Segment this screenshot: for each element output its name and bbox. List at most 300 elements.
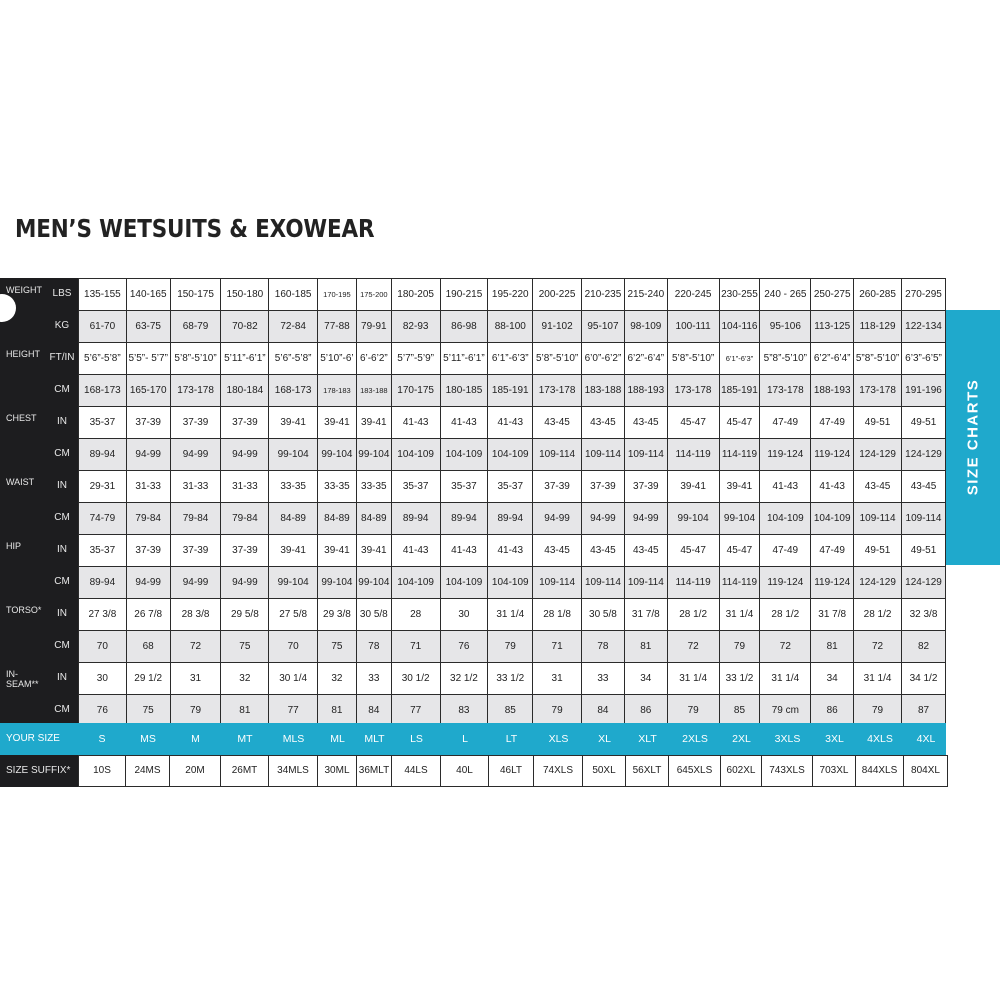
table-cell: 89-94 <box>79 439 127 471</box>
table-cell: 43-45 <box>533 407 582 439</box>
table-cell: 31 7/8 <box>811 599 854 631</box>
table-row <box>79 279 946 311</box>
table-cell: 109-114 <box>533 567 582 599</box>
table-cell: 63-75 <box>126 311 170 343</box>
table-cell: 27 5/8 <box>269 599 318 631</box>
unit-label: LBS <box>52 288 72 299</box>
table-row <box>79 375 946 407</box>
table-cell: 37-39 <box>624 471 667 503</box>
table-cell: 100-111 <box>667 311 719 343</box>
unit-label: IN <box>57 672 67 683</box>
table-cell: 124-129 <box>854 567 902 599</box>
group-label <box>6 541 21 551</box>
your-size-label: YOUR SIZE <box>6 733 60 744</box>
table-row <box>79 407 946 439</box>
your-size-cell: 2XLS <box>682 733 708 745</box>
page-title: MEN’S WETSUITS & EXOWEAR <box>15 214 375 243</box>
your-size-cell: MLS <box>282 733 305 745</box>
table-cell: 47-49 <box>811 535 854 567</box>
unit-label: IN <box>57 544 67 555</box>
unit-label: FT/IN <box>49 352 75 363</box>
table-cell: 114-119 <box>667 439 719 471</box>
table-cell: 31 <box>170 663 221 695</box>
unit-label: IN <box>57 608 67 619</box>
table-cell: 94-99 <box>170 567 221 599</box>
table-cell: 94-99 <box>221 439 269 471</box>
table-cell: 109-114 <box>533 439 582 471</box>
your-size-cell: M <box>191 733 200 745</box>
size-suffix-cell: 46LT <box>489 755 534 787</box>
table-cell: 170-175 <box>391 375 440 407</box>
table-cell: 33-35 <box>318 471 357 503</box>
table-cell: 29-31 <box>79 471 127 503</box>
table-cell: 72 <box>170 631 221 663</box>
table-cell: 68 <box>126 631 170 663</box>
table-cell: 260-285 <box>854 279 902 311</box>
table-cell: 85 <box>488 695 533 727</box>
size-suffix-cell: 44LS <box>392 755 441 787</box>
table-cell: 86 <box>811 695 854 727</box>
table-cell: 39-41 <box>318 407 357 439</box>
unit-label: CM <box>54 448 70 459</box>
group-label-text: CHEST <box>6 413 37 423</box>
your-size-cell: L <box>462 733 468 745</box>
table-cell: 75 <box>221 631 269 663</box>
table-cell: 78 <box>582 631 625 663</box>
table-cell: 88-100 <box>488 311 533 343</box>
table-cell: 37-39 <box>170 407 221 439</box>
table-cell: 49-51 <box>902 407 946 439</box>
table-cell: 183-188 <box>582 375 625 407</box>
table-cell: 114-119 <box>719 567 760 599</box>
table-cell: 180-184 <box>221 375 269 407</box>
table-cell: 81 <box>811 631 854 663</box>
table-cell: 41-43 <box>488 535 533 567</box>
table-cell: 81 <box>221 695 269 727</box>
table-cell: 79 <box>667 695 719 727</box>
table-cell: 72 <box>854 631 902 663</box>
table-cell: 109-114 <box>902 503 946 535</box>
table-row <box>79 439 946 471</box>
table-row <box>79 471 946 503</box>
size-suffix-cell: 56XLT <box>626 755 669 787</box>
size-suffix-cell: 10S <box>78 755 126 787</box>
unit-label: CM <box>54 512 70 523</box>
size-charts-tab <box>946 310 1000 565</box>
table-cell: 29 1/2 <box>126 663 170 695</box>
table-cell: 32 3/8 <box>902 599 946 631</box>
table-cell: 39-41 <box>356 535 391 567</box>
table-cell: 28 3/8 <box>170 599 221 631</box>
table-cell: 72-84 <box>269 311 318 343</box>
table-cell: 113-125 <box>811 311 854 343</box>
table-cell: 29 5/8 <box>221 599 269 631</box>
table-cell: 30 <box>440 599 488 631</box>
your-size-cell: XLS <box>548 733 569 745</box>
size-suffix-cell: 804XL <box>904 755 948 787</box>
unit-label: IN <box>57 416 67 427</box>
table-cell: 27 3/8 <box>79 599 127 631</box>
table-cell: 94-99 <box>624 503 667 535</box>
table-cell: 33 <box>582 663 625 695</box>
table-cell: 45-47 <box>719 407 760 439</box>
group-label-text: TORSO* <box>6 605 42 615</box>
table-cell: 28 1/8 <box>533 599 582 631</box>
table-cell: 31 1/4 <box>488 599 533 631</box>
table-cell: 30 1/2 <box>391 663 440 695</box>
table-cell: 79 <box>854 695 902 727</box>
table-cell: 94-99 <box>126 439 170 471</box>
table-cell: 31 1/4 <box>854 663 902 695</box>
table-cell: 270-295 <box>902 279 946 311</box>
table-cell: 43-45 <box>582 535 625 567</box>
table-cell: 124-129 <box>854 439 902 471</box>
table-cell: 39-41 <box>269 535 318 567</box>
unit-label: CM <box>54 640 70 651</box>
table-cell: 94-99 <box>126 567 170 599</box>
group-label-text: WAIST <box>6 477 35 487</box>
table-cell: 124-129 <box>902 439 946 471</box>
your-size-cell: 3XLS <box>774 733 801 745</box>
table-cell: 99-104 <box>269 439 318 471</box>
table-row <box>79 631 946 663</box>
table-cell: 77-88 <box>318 311 357 343</box>
table-cell: 32 <box>221 663 269 695</box>
table-cell: 170-195 <box>318 279 357 311</box>
table-cell: 84-89 <box>318 503 357 535</box>
table-cell: 41-43 <box>440 535 488 567</box>
table-cell: 104-109 <box>760 503 811 535</box>
table-cell: 31 1/4 <box>760 663 811 695</box>
table-cell: 200-225 <box>533 279 582 311</box>
group-label <box>6 605 41 615</box>
table-cell: 30 1/4 <box>269 663 318 695</box>
table-cell: 5’8”-5’10” <box>533 343 582 375</box>
table-cell: 31 1/4 <box>667 663 719 695</box>
table-cell: 95-107 <box>582 311 625 343</box>
table-cell: 5’6”-5’8” <box>79 343 127 375</box>
unit-label: CM <box>54 704 70 715</box>
group-label <box>6 669 39 689</box>
group-label-text-2: SEAM** <box>6 679 39 689</box>
table-cell: 33-35 <box>356 471 391 503</box>
your-size-row <box>0 723 946 755</box>
table-cell: 119-124 <box>760 439 811 471</box>
table-cell: 230-255 <box>719 279 760 311</box>
table-row <box>79 343 946 375</box>
size-suffix-cell: 24MS <box>126 755 170 787</box>
table-cell: 85 <box>719 695 760 727</box>
table-cell: 34 <box>624 663 667 695</box>
table-cell: 39-41 <box>318 535 357 567</box>
your-size-cell: 4XL <box>916 733 936 745</box>
table-cell: 74-79 <box>79 503 127 535</box>
table-cell: 160-185 <box>269 279 318 311</box>
table-cell: 5’7”-5’9” <box>391 343 440 375</box>
table-cell: 43-45 <box>624 535 667 567</box>
table-cell: 104-109 <box>391 567 440 599</box>
size-suffix-cell: 743XLS <box>762 755 813 787</box>
unit-label: IN <box>57 480 67 491</box>
table-cell: 195-220 <box>488 279 533 311</box>
table-cell: 33 <box>356 663 391 695</box>
table-cell: 6’1”-6’3” <box>719 343 760 375</box>
table-cell: 150-180 <box>221 279 269 311</box>
table-cell: 84-89 <box>356 503 391 535</box>
group-label-text: WEIGHT <box>6 285 42 295</box>
table-cell: 104-109 <box>811 503 854 535</box>
table-cell: 91-102 <box>533 311 582 343</box>
unit-label: CM <box>54 576 70 587</box>
table-cell: 76 <box>440 631 488 663</box>
table-cell: 34 1/2 <box>902 663 946 695</box>
table-cell: 35-37 <box>79 407 127 439</box>
size-charts-tab-label: SIZE CHARTS <box>964 378 982 496</box>
size-suffix-label: SIZE SUFFIX* <box>6 765 71 776</box>
table-cell: 104-109 <box>391 439 440 471</box>
table-cell: 70 <box>79 631 127 663</box>
table-cell: 77 <box>269 695 318 727</box>
table-cell: 41-43 <box>760 471 811 503</box>
size-suffix-label-box <box>0 755 78 787</box>
table-cell: 178-183 <box>318 375 357 407</box>
size-suffix-cell: 602XL <box>721 755 762 787</box>
table-cell: 30 <box>79 663 127 695</box>
table-cell: 47-49 <box>811 407 854 439</box>
table-cell: 173-178 <box>760 375 811 407</box>
table-cell: 168-173 <box>269 375 318 407</box>
table-cell: 188-193 <box>624 375 667 407</box>
table-cell: 39-41 <box>719 471 760 503</box>
table-cell: 35-37 <box>79 535 127 567</box>
table-cell: 99-104 <box>356 439 391 471</box>
table-cell: 61-70 <box>79 311 127 343</box>
table-cell: 6’-6’2” <box>356 343 391 375</box>
table-cell: 119-124 <box>811 439 854 471</box>
table-cell: 33 1/2 <box>719 663 760 695</box>
table-row <box>79 567 946 599</box>
table-cell: 37-39 <box>221 535 269 567</box>
size-suffix-row <box>0 755 946 787</box>
table-cell: 173-178 <box>170 375 221 407</box>
table-cell: 35-37 <box>440 471 488 503</box>
table-cell: 37-39 <box>582 471 625 503</box>
table-cell: 5’11”-6’1” <box>440 343 488 375</box>
table-cell: 94-99 <box>170 439 221 471</box>
table-cell: 5’10”-6’ <box>318 343 357 375</box>
table-cell: 39-41 <box>269 407 318 439</box>
table-cell: 49-51 <box>854 535 902 567</box>
table-cell: 37-39 <box>126 407 170 439</box>
table-cell: 109-114 <box>854 503 902 535</box>
size-suffix-cell: 50XL <box>583 755 626 787</box>
table-cell: 41-43 <box>391 535 440 567</box>
your-size-cell: 4XLS <box>867 733 893 745</box>
size-suffix-cell: 703XL <box>813 755 856 787</box>
table-cell: 79 <box>488 631 533 663</box>
group-label-text: IN- <box>6 669 18 679</box>
table-cell: 86-98 <box>440 311 488 343</box>
table-cell: 28 1/2 <box>667 599 719 631</box>
table-cell: 104-116 <box>719 311 760 343</box>
table-cell: 104-109 <box>440 439 488 471</box>
group-label <box>6 477 34 487</box>
table-cell: 79-84 <box>170 503 221 535</box>
table-cell: 47-49 <box>760 535 811 567</box>
table-cell: 37-39 <box>221 407 269 439</box>
table-cell: 114-119 <box>667 567 719 599</box>
table-cell: 28 1/2 <box>854 599 902 631</box>
table-cell: 41-43 <box>440 407 488 439</box>
group-label-text: HEIGHT <box>6 349 41 359</box>
table-cell: 94-99 <box>533 503 582 535</box>
table-cell: 49-51 <box>854 407 902 439</box>
table-row <box>79 503 946 535</box>
table-cell: 240 - 265 <box>760 279 811 311</box>
table-cell: 26 7/8 <box>126 599 170 631</box>
unit-label: KG <box>54 320 70 331</box>
table-cell: 33-35 <box>269 471 318 503</box>
table-cell: 104-109 <box>488 439 533 471</box>
size-suffix-cell: 844XLS <box>856 755 904 787</box>
table-cell: 43-45 <box>624 407 667 439</box>
your-size-cell: LT <box>505 733 518 745</box>
table-row <box>79 599 946 631</box>
table-cell: 89-94 <box>391 503 440 535</box>
group-label <box>6 285 42 295</box>
table-cell: 70 <box>269 631 318 663</box>
table-cell: 71 <box>391 631 440 663</box>
table-cell: 5’8”-5’10” <box>170 343 221 375</box>
table-cell: 72 <box>667 631 719 663</box>
table-cell: 6’2”-6’4” <box>811 343 854 375</box>
table-cell: 79 <box>719 631 760 663</box>
size-suffix-cell: 20M <box>170 755 221 787</box>
table-cell: 33 1/2 <box>488 663 533 695</box>
table-cell: 95-106 <box>760 311 811 343</box>
your-size-cell: MT <box>237 733 253 745</box>
table-cell: 215-240 <box>624 279 667 311</box>
table-cell: 5”8”-5’10” <box>760 343 811 375</box>
table-cell: 41-43 <box>488 407 533 439</box>
table-cell: 109-114 <box>582 567 625 599</box>
table-cell: 75 <box>126 695 170 727</box>
table-cell: 122-134 <box>902 311 946 343</box>
table-cell: 81 <box>318 695 357 727</box>
group-label-text: HIP <box>6 541 22 551</box>
table-cell: 180-205 <box>391 279 440 311</box>
table-cell: 32 <box>318 663 357 695</box>
table-cell: 77 <box>391 695 440 727</box>
table-cell: 89-94 <box>79 567 127 599</box>
table-cell: 114-119 <box>719 439 760 471</box>
table-cell: 31 7/8 <box>624 599 667 631</box>
table-cell: 79 cm <box>760 695 811 727</box>
table-cell: 173-178 <box>854 375 902 407</box>
table-cell: 104-109 <box>488 567 533 599</box>
table-cell: 190-215 <box>440 279 488 311</box>
table-cell: 99-104 <box>318 567 357 599</box>
table-cell: 37-39 <box>170 535 221 567</box>
table-cell: 5”8”-5’10” <box>854 343 902 375</box>
table-cell: 70-82 <box>221 311 269 343</box>
table-cell: 191-196 <box>902 375 946 407</box>
table-cell: 104-109 <box>440 567 488 599</box>
table-cell: 32 1/2 <box>440 663 488 695</box>
table-cell: 5’8”-5’10” <box>667 343 719 375</box>
table-cell: 89-94 <box>488 503 533 535</box>
table-cell: 84-89 <box>269 503 318 535</box>
table-cell: 173-178 <box>667 375 719 407</box>
table-cell: 49-51 <box>902 535 946 567</box>
table-cell: 34 <box>811 663 854 695</box>
your-size-cell: XLT <box>638 733 657 745</box>
table-cell: 109-114 <box>624 567 667 599</box>
table-cell: 119-124 <box>811 567 854 599</box>
table-cell: 37-39 <box>126 535 170 567</box>
table-cell: 43-45 <box>902 471 946 503</box>
your-size-cell: LS <box>410 733 423 745</box>
table-cell: 150-175 <box>170 279 221 311</box>
table-cell: 37-39 <box>533 471 582 503</box>
table-cell: 45-47 <box>667 407 719 439</box>
table-cell: 43-45 <box>854 471 902 503</box>
table-cell: 94-99 <box>582 503 625 535</box>
size-table <box>78 278 946 727</box>
table-cell: 39-41 <box>667 471 719 503</box>
table-cell: 75 <box>318 631 357 663</box>
your-size-cell: XL <box>598 733 611 745</box>
table-cell: 183-188 <box>356 375 391 407</box>
table-cell: 31-33 <box>170 471 221 503</box>
unit-label: CM <box>54 384 70 395</box>
table-cell: 6’1”-6’3” <box>488 343 533 375</box>
table-cell: 82-93 <box>391 311 440 343</box>
table-cell: 41-43 <box>811 471 854 503</box>
table-cell: 35-37 <box>391 471 440 503</box>
table-cell: 210-235 <box>582 279 625 311</box>
table-cell: 43-45 <box>582 407 625 439</box>
table-cell: 250-275 <box>811 279 854 311</box>
table-cell: 39-41 <box>356 407 391 439</box>
table-cell: 119-124 <box>760 567 811 599</box>
table-cell: 79-84 <box>221 503 269 535</box>
table-cell: 30 5/8 <box>582 599 625 631</box>
your-size-cell: ML <box>330 733 345 745</box>
size-suffix-cell: 34MLS <box>269 755 318 787</box>
table-cell: 84 <box>356 695 391 727</box>
table-cell: 79 <box>533 695 582 727</box>
table-cell: 45-47 <box>719 535 760 567</box>
table-cell: 41-43 <box>391 407 440 439</box>
table-cell: 185-191 <box>488 375 533 407</box>
table-cell: 99-104 <box>269 567 318 599</box>
table-cell: 76 <box>79 695 127 727</box>
table-cell: 99-104 <box>667 503 719 535</box>
table-cell: 99-104 <box>356 567 391 599</box>
size-suffix-cell: 645XLS <box>669 755 721 787</box>
table-cell: 47-49 <box>760 407 811 439</box>
table-cell: 79-84 <box>126 503 170 535</box>
table-row <box>79 663 946 695</box>
table-cell: 6’3”-6’5” <box>902 343 946 375</box>
table-cell: 98-109 <box>624 311 667 343</box>
table-cell: 5’6”-5’8” <box>269 343 318 375</box>
table-cell: 79 <box>170 695 221 727</box>
table-row <box>79 311 946 343</box>
table-cell: 188-193 <box>811 375 854 407</box>
table-cell: 71 <box>533 631 582 663</box>
